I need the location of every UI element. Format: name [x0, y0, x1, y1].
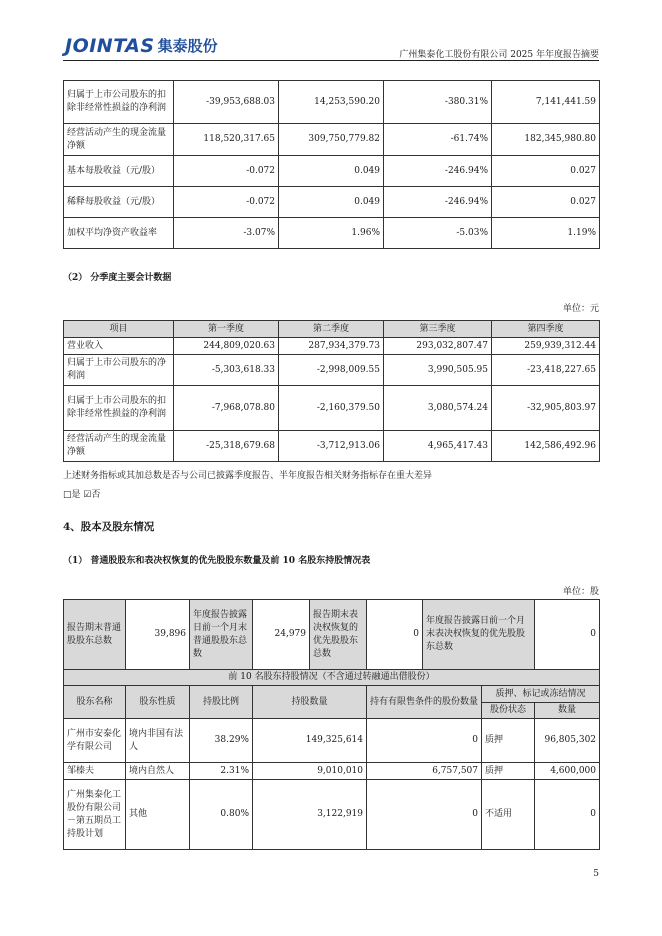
cell-value: 293,032,807.47 [384, 338, 492, 355]
table-header-row [64, 686, 600, 703]
shareholder-ratio: 38.29% [190, 719, 253, 763]
shareholder-unit: 单位：股 [562, 587, 599, 597]
row-label: 基本每股收益（元/股） [64, 156, 174, 187]
cell-value: 0.049 [279, 187, 384, 218]
column-header: 股东名称 [64, 686, 126, 719]
cell-value: -23,418,227.65 [492, 355, 600, 386]
row-label: 归属于上市公司股东的净利润 [64, 355, 174, 386]
header-divider [63, 60, 599, 61]
shareholder-ratio: 2.31% [190, 763, 253, 780]
cell-value: 4,965,417.43 [384, 431, 492, 462]
column-header: 质押、标记或冻结情况 [482, 686, 600, 703]
shareholder-restricted: 0 [367, 780, 482, 850]
column-header: 第三季度 [384, 321, 492, 338]
quarterly-unit: 单位：元 [562, 304, 599, 314]
cell-value: -32,905,803.97 [492, 386, 600, 431]
shareholder-nature: 其他 [126, 780, 190, 850]
row-label: 经营活动产生的现金流量净额 [64, 431, 174, 462]
row-label: 归属于上市公司股东的扣除非经常性损益的净利润 [64, 386, 174, 431]
cell-value: -2,160,379.50 [279, 386, 384, 431]
column-header: 持股比例 [190, 686, 253, 719]
top10-title-row [64, 670, 600, 686]
cell-value: -61.74% [384, 124, 492, 156]
cell-value: 3,990,505.95 [384, 355, 492, 386]
column-header: 第一季度 [174, 321, 279, 338]
pledge-status: 质押 [482, 719, 535, 763]
cell-value: 0.027 [492, 187, 600, 218]
table-row [64, 81, 600, 124]
summary-label: 报告期末普通股股东总数 [64, 600, 126, 670]
shareholder-amount: 3,122,919 [253, 780, 367, 850]
cell-value: 0.049 [279, 156, 384, 187]
summary-label: 年度报告披露日前一个月末普通股股东总数 [190, 600, 253, 670]
cell-value: 118,520,317.65 [174, 124, 279, 156]
quarterly-note: 上述财务指标或其加总数是否与公司已披露季度报告、半年度报告相关财务指标存在重大差异 [63, 471, 433, 481]
cell-value: 7,141,441.59 [492, 81, 600, 124]
table-row [64, 386, 600, 431]
shareholder-ratio: 0.80% [190, 780, 253, 850]
page-number: 5 [593, 869, 599, 879]
shareholder-name: 邹榛夫 [64, 763, 126, 780]
column-header: 持有有限售条件的股份数量 [367, 686, 482, 719]
header-title: 广州集泰化工股份有限公司 2025 年年度报告摘要 [399, 50, 599, 60]
shareholder-amount: 149,325,614 [253, 719, 367, 763]
table-header-row [64, 321, 600, 338]
main-accounting-table [63, 80, 600, 249]
cell-value: -39,953,688.03 [174, 81, 279, 124]
cell-value: 142,586,492.96 [492, 431, 600, 462]
section-4-title: 4、股本及股东情况 [63, 521, 155, 533]
logo-text-en: JOINTAS [65, 35, 155, 57]
shareholder-name: 广州市安泰化学有限公司 [64, 719, 126, 763]
shareholder-amount: 9,010,010 [253, 763, 367, 780]
cell-value: -7,968,078.80 [174, 386, 279, 431]
cell-value: 1.19% [492, 218, 600, 249]
table-row [64, 187, 600, 218]
table-row [64, 431, 600, 462]
table-row [64, 218, 600, 249]
pledge-amount: 4,600,000 [535, 763, 600, 780]
cell-value: -25,318,679.68 [174, 431, 279, 462]
top10-title: 前 10 名股东持股情况（不含通过转融通出借股份） [64, 670, 600, 686]
cell-value: -5,303,618.33 [174, 355, 279, 386]
summary-label: 报告期末表决权恢复的优先股股东总数 [310, 600, 367, 670]
summary-value: 39,896 [126, 600, 190, 670]
column-header: 股东性质 [126, 686, 190, 719]
section-4-subheading: （1） 普通股股东和表决权恢复的优先股股东数量及前 10 名股东持股情况表 [63, 556, 371, 566]
table-row [64, 156, 600, 187]
cell-value: 0.027 [492, 156, 600, 187]
quarterly-table [63, 320, 600, 462]
cell-value: -2,998,009.55 [279, 355, 384, 386]
shareholder-name: 广州集泰化工股份有限公司－第五期员工持股计划 [64, 780, 126, 850]
table-row [64, 338, 600, 355]
cell-value: -246.94% [384, 187, 492, 218]
shareholder-table [63, 599, 600, 850]
pledge-amount: 0 [535, 780, 600, 850]
cell-value: -3.07% [174, 218, 279, 249]
cell-value: -246.94% [384, 156, 492, 187]
cell-value: 244,809,020.63 [174, 338, 279, 355]
cell-value: 14,253,590.20 [279, 81, 384, 124]
column-header: 数量 [535, 703, 600, 719]
table-row [64, 719, 600, 763]
quarterly-heading: （2） 分季度主要会计数据 [63, 273, 172, 283]
column-header: 持股数量 [253, 686, 367, 719]
column-header: 第四季度 [492, 321, 600, 338]
yes-no-checkboxes: □是 ☑否 [63, 490, 101, 500]
row-label: 归属于上市公司股东的扣除非经常性损益的净利润 [64, 81, 174, 124]
cell-value: 1.96% [279, 218, 384, 249]
row-label: 经营活动产生的现金流量净额 [64, 124, 174, 156]
company-logo [65, 36, 218, 56]
table-row [64, 780, 600, 850]
cell-value: 287,934,379.73 [279, 338, 384, 355]
shareholder-restricted: 6,757,507 [367, 763, 482, 780]
pledge-amount: 96,805,302 [535, 719, 600, 763]
cell-value: -5.03% [384, 218, 492, 249]
table-row [64, 124, 600, 156]
shareholder-nature: 境内非国有法人 [126, 719, 190, 763]
pledge-status: 质押 [482, 763, 535, 780]
summary-value: 0 [535, 600, 600, 670]
cell-value: -0.072 [174, 187, 279, 218]
summary-row [64, 600, 600, 670]
shareholder-nature: 境内自然人 [126, 763, 190, 780]
summary-value: 24,979 [253, 600, 310, 670]
row-label: 稀释每股收益（元/股） [64, 187, 174, 218]
pledge-status: 不适用 [482, 780, 535, 850]
cell-value: 259,939,312.44 [492, 338, 600, 355]
row-label: 加权平均净资产收益率 [64, 218, 174, 249]
cell-value: 309,750,779.82 [279, 124, 384, 156]
cell-value: -380.31% [384, 81, 492, 124]
column-header: 股份状态 [482, 703, 535, 719]
logo-text-cn: 集泰股份 [157, 37, 218, 55]
summary-label: 年度报告披露日前一个月末表决权恢复的优先股股东总数 [423, 600, 535, 670]
cell-value: 182,345,980.80 [492, 124, 600, 156]
column-header: 第二季度 [279, 321, 384, 338]
summary-value: 0 [367, 600, 423, 670]
table-row [64, 355, 600, 386]
column-header: 项目 [64, 321, 174, 338]
cell-value: 3,080,574.24 [384, 386, 492, 431]
shareholder-restricted: 0 [367, 719, 482, 763]
table-row [64, 763, 600, 780]
cell-value: -0.072 [174, 156, 279, 187]
cell-value: -3,712,913.06 [279, 431, 384, 462]
row-label: 营业收入 [64, 338, 174, 355]
